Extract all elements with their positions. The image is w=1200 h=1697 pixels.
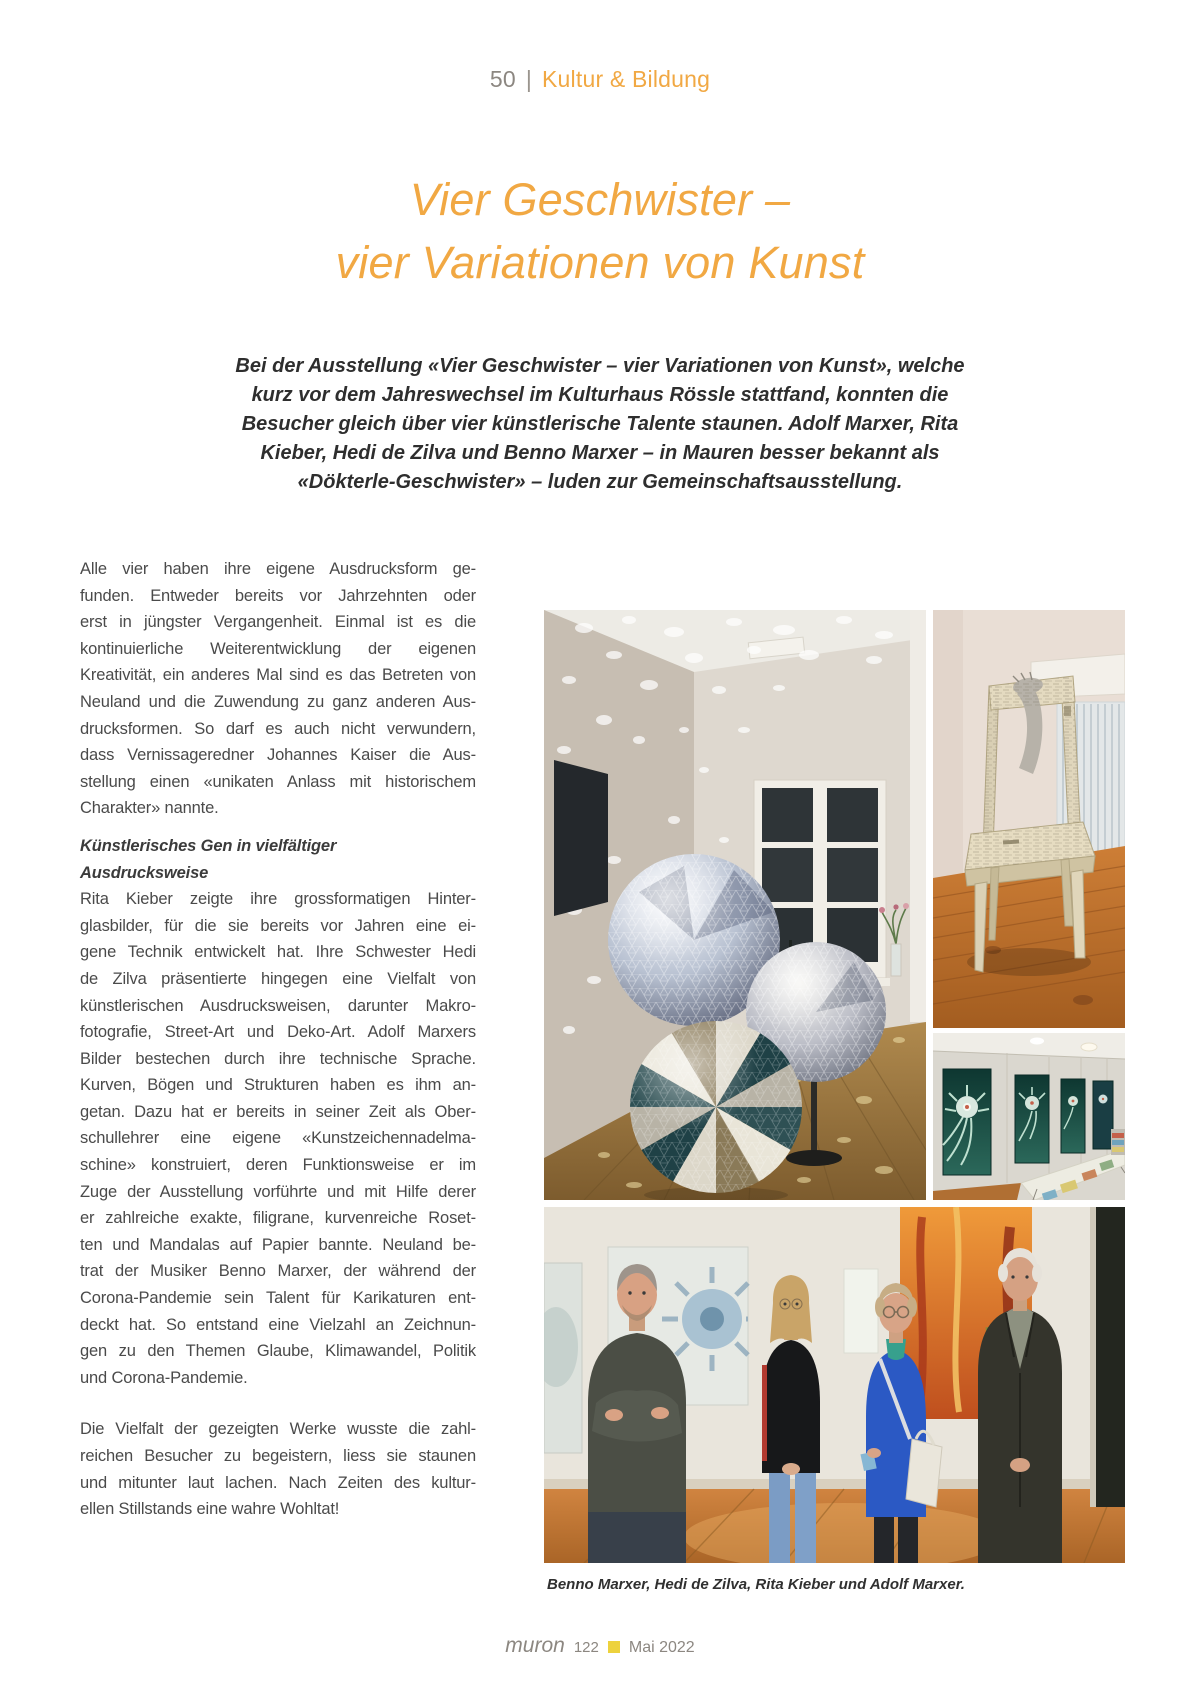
photo-newspaper-chair — [933, 610, 1125, 1028]
page-header — [0, 66, 1200, 93]
tv-screen — [554, 760, 608, 916]
article-lead: Bei der Ausstellung «Vier Geschwister – vier Variationen von Kunst», welche kurz vor dem Jahreswechsel im Kulturhaus Rössle stattfand, konnten die Besucher gleich über vier künstlerische Talente staunen. Adolf Marxer, Rita Kieber, Hedi de Zilva und Benno Marxer – in Mauren besser bekannt als «Dökterle-Geschwister» – luden zur Gemeinschaftsausstellung. — [235, 355, 965, 493]
article-body — [80, 556, 476, 1523]
article-title-line1: Vier Geschwister – — [409, 174, 791, 225]
materials-cart — [1111, 1129, 1125, 1155]
section-label: Kultur & Bildung — [542, 66, 711, 92]
article-title — [0, 168, 1200, 294]
photo-artist-group — [544, 1207, 1125, 1563]
mosaic-spheres-illustration — [544, 610, 926, 1200]
page-number: 50 — [489, 66, 516, 92]
page-footer — [0, 1634, 1200, 1658]
paragraph-3: Die Vielfalt der gezeigten Werke wusste die zahl- reichen Besucher zu begeistern, liess sie staunen und mitunter laut lachen. Nach Zeiten des kultur- ellen Stillstands eine wahre Wohltat! — [80, 1420, 476, 1519]
photo-gallery-panels — [933, 1033, 1125, 1200]
article-title-line2: vier Variationen von Kunst — [335, 237, 865, 288]
issue-date: Mai 2022 — [628, 1639, 695, 1656]
white-bag — [906, 1439, 942, 1507]
photo-caption: Benno Marxer, Hedi de Zilva, Rita Kieber und Adolf Marxer. — [547, 1576, 965, 1593]
paragraph-1: Alle vier haben ihre eigene Ausdrucksform ge- funden. Entweder bereits vor Jahrzehnten oder erst in jüngster Vergangenheit. Einmal ist es die kontinuierliche Weiterentwicklung der eigenen Kreativität, ein anderes Mal sind es das Betreten von Neuland und die Zuwendung zu ganz anderen Aus- drucksformen. So darf es auch nicht verwundern, dass Vernissageredner Johannes Kaiser die Aus- stellung einen «unikaten Anlass mit historischem Charakter» nannte. — [80, 560, 476, 818]
footer-bullet-square-icon — [608, 1641, 620, 1653]
artist-group-illustration — [544, 1207, 1125, 1563]
gallery-panels-illustration — [933, 1033, 1125, 1200]
photo-mosaic-spheres-room — [544, 610, 926, 1200]
header-separator: | — [525, 66, 533, 92]
paragraph-2: Rita Kieber zeigte ihre grossformatigen Hinter- glasbilder, für die sie bereits vor Jahren eine ei- gene Technik entwickelt hat. Ihre Schwester Hedi de Zilva präsentierte hingegen eine Vielfalt von künstlerischen Ausdrucksweisen, darunter Makro- fotografie, Street-Art und Deko-Art. Adolf Marxers Bilder bestechen durch ihre technische Sprache. Kurven, Bögen und Strukturen haben es ihm an- getan. Dazu hat er bereits in seiner Zeit als Ober- schullehrer eine eigene «Kunstzeichennadelma- schine» konstruiert, deren Funktionsweise er im Zuge der Ausstellung vorführte und mit Hilfe derer er zahlreiche exakte, filigrane, kurvenreiche Roset- ten und Mandalas auf Papier bannte. Neuland be- trat der Musiker Benno Marxer, der während der Corona-Pandemie sein Talent für Karikaturen ent- deckt hat. So entstand eine Vielzahl an Zeichnun- gen zu den Themen Glaube, Klimawandel, Politik und Corona-Pandemie. — [80, 890, 476, 1387]
newspaper-chair-illustration — [933, 610, 1125, 1028]
pale-artwork-left — [544, 1263, 582, 1453]
issue-number: 122 — [573, 1639, 599, 1656]
dark-artwork-edge — [1096, 1207, 1125, 1507]
subheading: Künstlerisches Gen in vielfältiger Ausdrucksweise — [80, 836, 337, 882]
magazine-name: muron — [505, 1634, 565, 1657]
